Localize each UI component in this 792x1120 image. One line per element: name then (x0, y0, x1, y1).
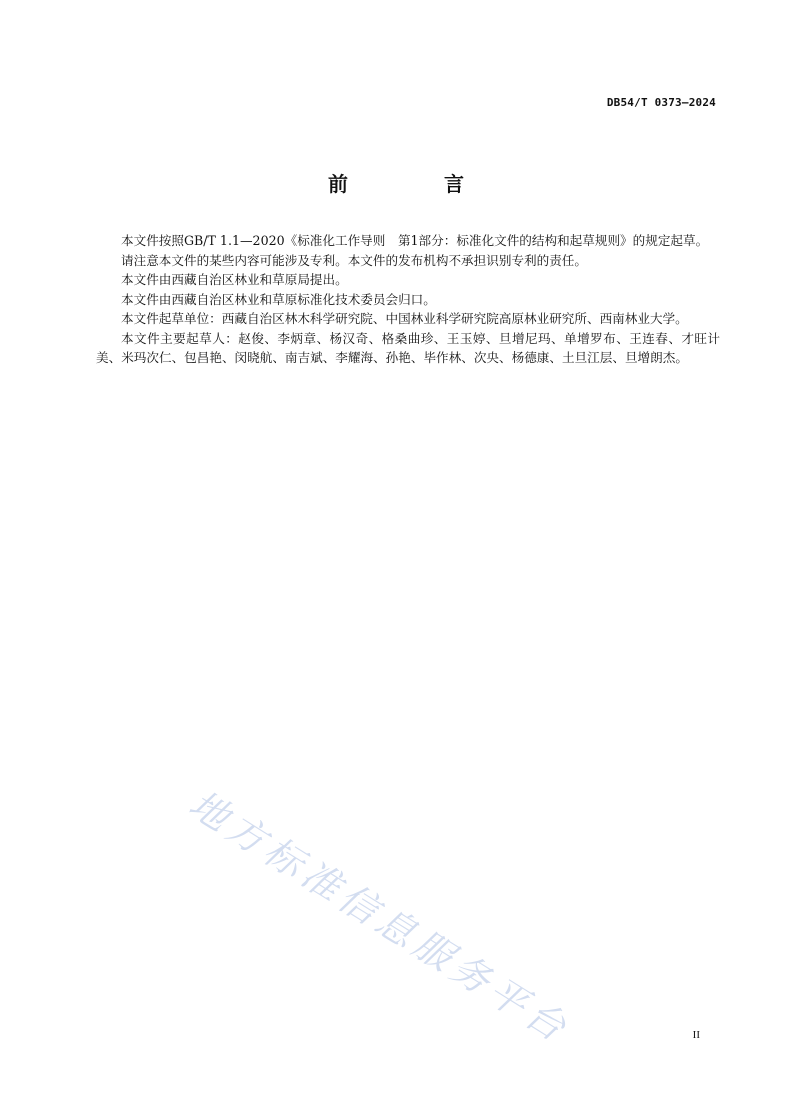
document-code: DB54/T 0373—2024 (606, 96, 716, 109)
paragraph-drafting-units: 本文件起草单位：西藏自治区林木科学研究院、中国林业科学研究院高原林业研究所、西南林业大学。 (121, 311, 688, 326)
page-number: II (692, 1029, 700, 1041)
foreword-content (96, 231, 720, 368)
watermark-text: 地方标准信息服务平台 (181, 781, 578, 1053)
paragraph-drafters: 本文件主要起草人：赵俊、李炳章、杨汉奇、格桑曲珍、王玉婷、旦增尼玛、单增罗布、王连春、才旺计美、米玛次仁、包昌艳、闵晓航、南吉斌、李耀海、孙艳、毕作林、次央、杨德康、土旦江层、旦增朗杰。 (96, 330, 720, 365)
paragraph-proposer: 本文件由西藏自治区林业和草原局提出。 (121, 272, 348, 287)
page-title: 前 言 (328, 172, 502, 196)
paragraph-patent-notice: 请注意本文件的某些内容可能涉及专利。本文件的发布机构不承担识别专利的责任。 (121, 252, 587, 268)
paragraph-committee: 本文件由西藏自治区林业和草原标准化技术委员会归口。 (121, 291, 436, 307)
paragraph-drafting-rules: 本文件按照GB/T 1.1—2020《标准化工作导则 第1部分：标准化文件的结构和起草规则》的规定起草。 (121, 233, 709, 248)
